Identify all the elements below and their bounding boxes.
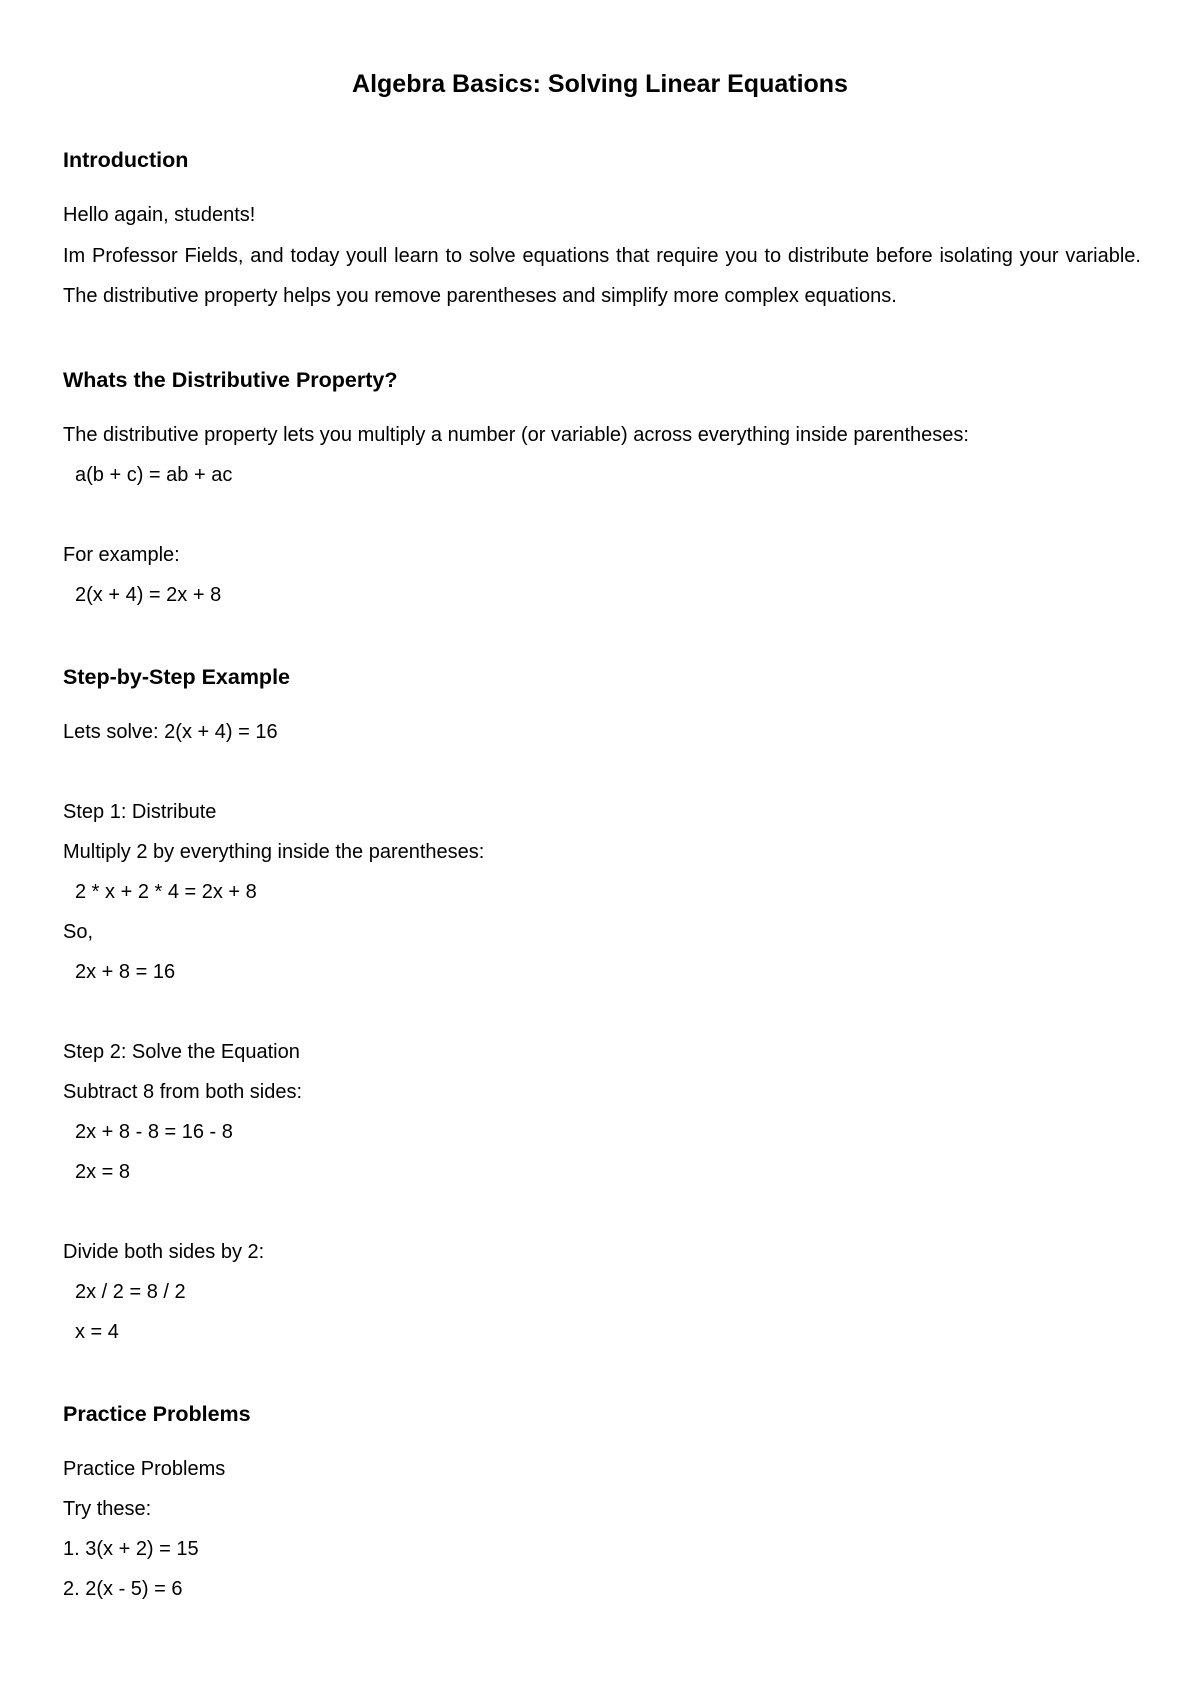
step1-text: Multiply 2 by everything inside the parentheses:	[63, 841, 485, 863]
practice-prompt: Try these:	[63, 1498, 152, 1520]
divide-result: x = 4	[75, 1321, 119, 1343]
document-title: Algebra Basics: Solving Linear Equations	[352, 70, 848, 98]
divide-text: Divide both sides by 2:	[63, 1241, 265, 1263]
practice-problem-2: 2. 2(x - 5) = 6	[63, 1578, 183, 1600]
step1-calculation: 2 * x + 2 * 4 = 2x + 8	[75, 881, 257, 903]
practice-subtitle: Practice Problems	[63, 1458, 226, 1480]
step2-calculation: 2x + 8 - 8 = 16 - 8	[75, 1121, 233, 1143]
step1-title: Step 1: Distribute	[63, 801, 217, 823]
step2-text: Subtract 8 from both sides:	[63, 1081, 303, 1103]
practice-heading: Practice Problems	[63, 1402, 251, 1426]
intro-heading: Introduction	[63, 148, 189, 172]
practice-problem-1: 1. 3(x + 2) = 15	[63, 1538, 199, 1560]
distributive-heading: Whats the Distributive Property?	[63, 368, 398, 392]
intro-greeting: Hello again, students!	[63, 204, 256, 226]
intro-paragraph: Im Professor Fields, and today youll learn to solve equations that require you to distribute before isolating your variable. The distributive property helps you remove parentheses and simplify more complex equations.	[63, 245, 1141, 307]
step2-result: 2x = 8	[75, 1161, 131, 1183]
example-label: For example:	[63, 544, 180, 566]
problem-statement: Lets solve: 2(x + 4) = 16	[63, 721, 278, 743]
step1-so: So,	[63, 921, 94, 943]
step2-title: Step 2: Solve the Equation	[63, 1041, 300, 1063]
divide-calculation: 2x / 2 = 8 / 2	[75, 1281, 186, 1303]
distributive-description: The distributive property lets you multiply a number (or variable) across everything inside parentheses:	[63, 424, 969, 446]
example-equation: 2(x + 4) = 2x + 8	[75, 584, 222, 606]
step-example-heading: Step-by-Step Example	[63, 665, 290, 689]
distributive-formula: a(b + c) = ab + ac	[75, 464, 233, 486]
step1-result: 2x + 8 = 16	[75, 961, 176, 983]
